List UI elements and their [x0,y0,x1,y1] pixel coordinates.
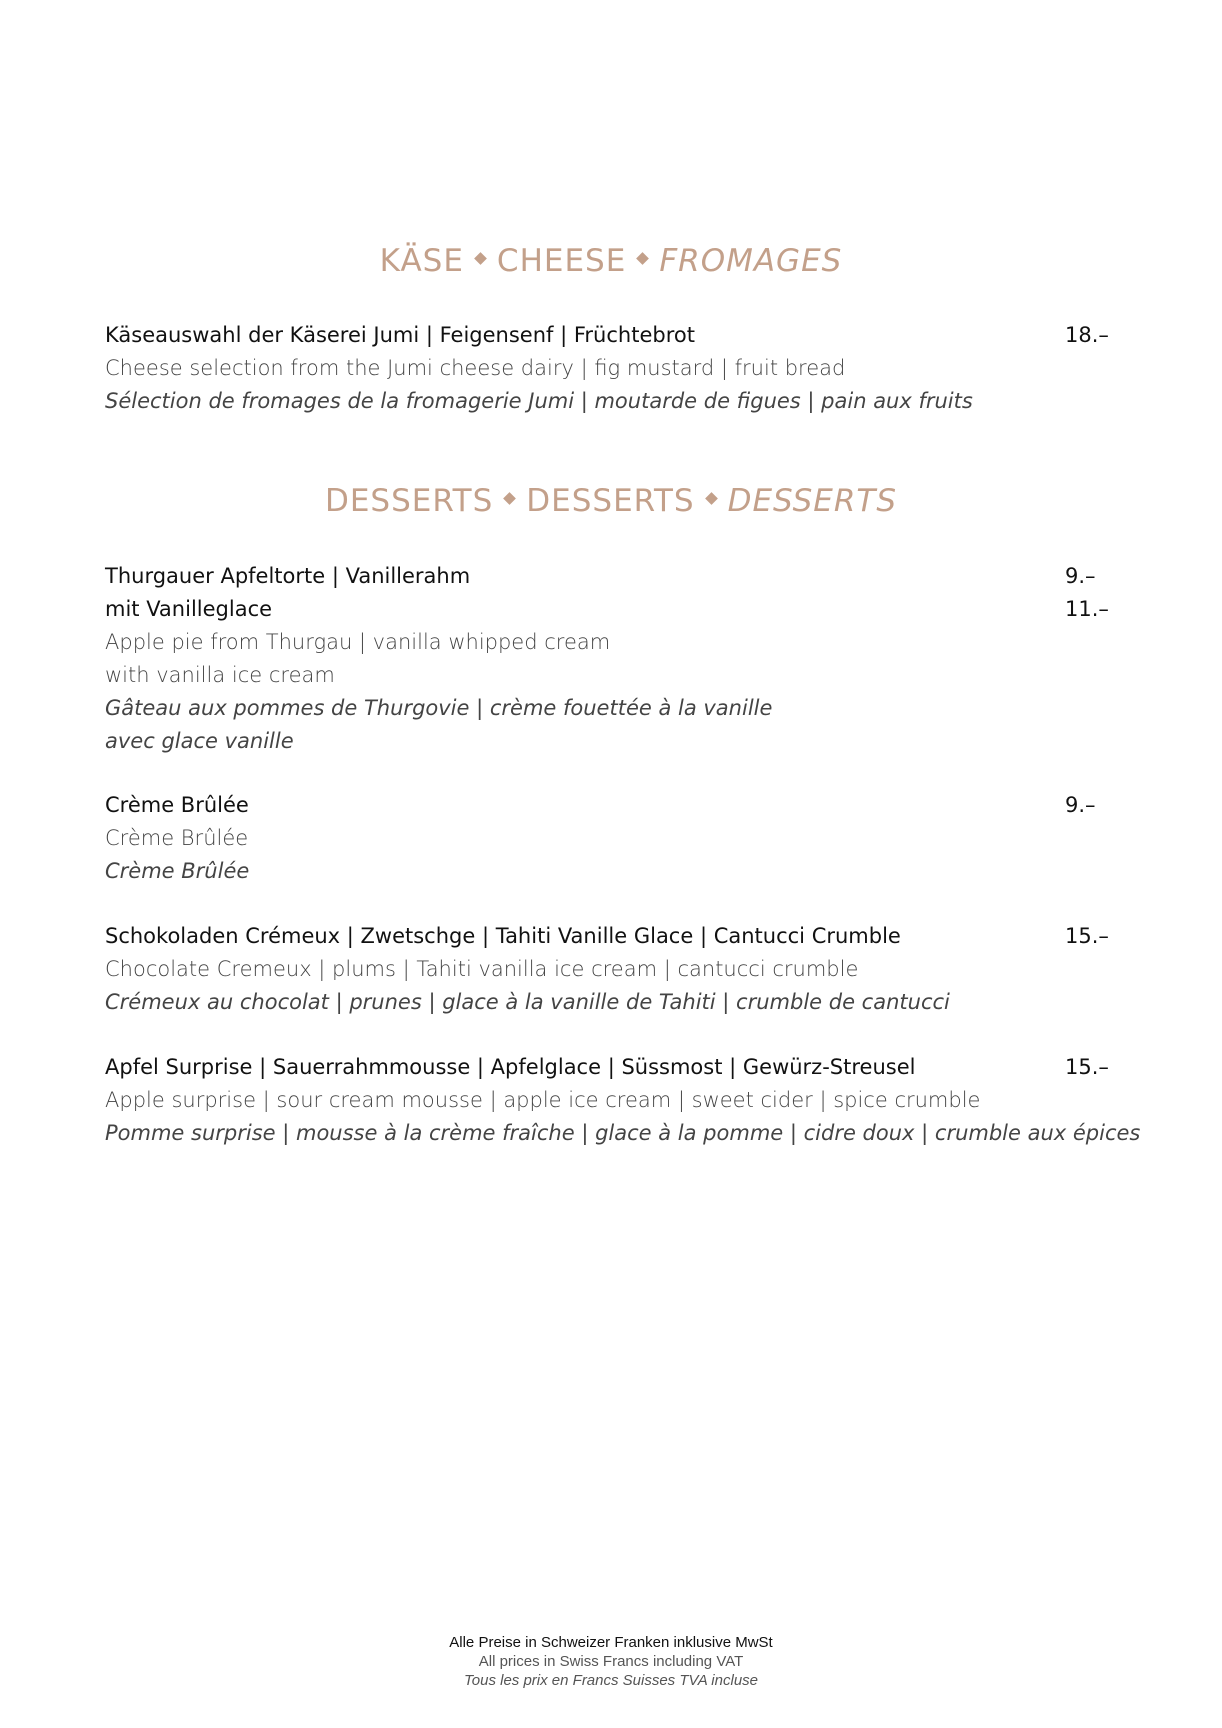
item-name-de [105,319,1115,352]
item-variant-en: with vanilla ice cream [105,663,335,687]
item-name-fr: Sélection de fromages de la fromagerie Jumi | moutarde de figues | pain aux fruits [105,389,973,413]
diamond-icon [705,492,718,505]
title-de: KÄSE [379,243,464,279]
item-name-de [105,1051,1115,1084]
menu-item-apple-pie [105,560,1115,758]
footer-note-en: All prices in Swiss Francs including VAT [478,1653,744,1670]
desserts-section-title [0,483,1222,519]
title-en: CHEESE [496,243,627,279]
title-fr: DESSERTS [727,483,898,519]
item-name-en: Crème Brûlée [105,826,249,850]
title-fr: FROMAGES [659,243,843,279]
item-name-de [105,560,1115,593]
item-price: 9.– [1065,564,1096,588]
menu-item-cheese-selection [105,319,1115,418]
item-text-de: Apfel Surprise | Sauerrahmmousse | Apfelglace | Süssmost | Gewürz-Streusel [105,1055,916,1079]
item-price: 15.– [1065,924,1109,948]
item-variant-de [105,593,1115,626]
item-variant-fr: avec glace vanille [105,729,294,753]
item-name-de [105,920,1115,953]
cheese-section-title [0,243,1222,279]
item-text-de: Käseauswahl der Käserei Jumi | Feigensenf | Früchtebrot [105,323,695,347]
item-name-en: Cheese selection from the Jumi cheese dairy | fig mustard | fruit bread [105,356,846,380]
diamond-icon [474,252,487,265]
footer-note-fr: Tous les prix en Francs Suisses TVA incluse [463,1672,759,1689]
item-price: 15.– [1065,1055,1109,1079]
diamond-icon [636,252,649,265]
footer-note-de: Alle Preise in Schweizer Franken inklusive MwSt [449,1634,773,1651]
item-name-fr: Gâteau aux pommes de Thurgovie | crème fouettée à la vanille [105,696,773,720]
menu-item-apple-surprise [105,1051,1141,1150]
item-text-de: Thurgauer Apfeltorte | Vanillerahm [105,564,471,588]
menu-item-creme-brulee [105,789,1115,888]
item-variant-price: 11.– [1065,597,1109,621]
item-variant-text-de: mit Vanilleglace [105,597,273,621]
item-name-en: Apple surprise | sour cream mousse | apple ice cream | sweet cider | spice crumble [105,1088,981,1112]
item-name-fr: Pomme surprise | mousse à la crème fraîche | glace à la pomme | cidre doux | crumble aux épices [105,1121,1141,1145]
price-note-footer [0,1633,1222,1690]
item-name-de [105,789,1115,822]
item-name-en: Apple pie from Thurgau | vanilla whipped cream [105,630,611,654]
title-de: DESSERTS [324,483,494,519]
menu-item-chocolate-cremeux [105,920,1115,1019]
item-text-de: Schokoladen Crémeux | Zwetschge | Tahiti Vanille Glace | Cantucci Crumble [105,924,901,948]
diamond-icon [503,492,516,505]
item-price: 18.– [1065,323,1109,347]
item-name-fr: Crème Brûlée [105,859,250,883]
title-en: DESSERTS [526,483,695,519]
item-price: 9.– [1065,793,1096,817]
item-name-en: Chocolate Cremeux | plums | Tahiti vanilla ice cream | cantucci crumble [105,957,859,981]
item-text-de: Crème Brûlée [105,793,249,817]
item-name-fr: Crémeux au chocolat | prunes | glace à la vanille de Tahiti | crumble de cantucci [105,990,950,1014]
